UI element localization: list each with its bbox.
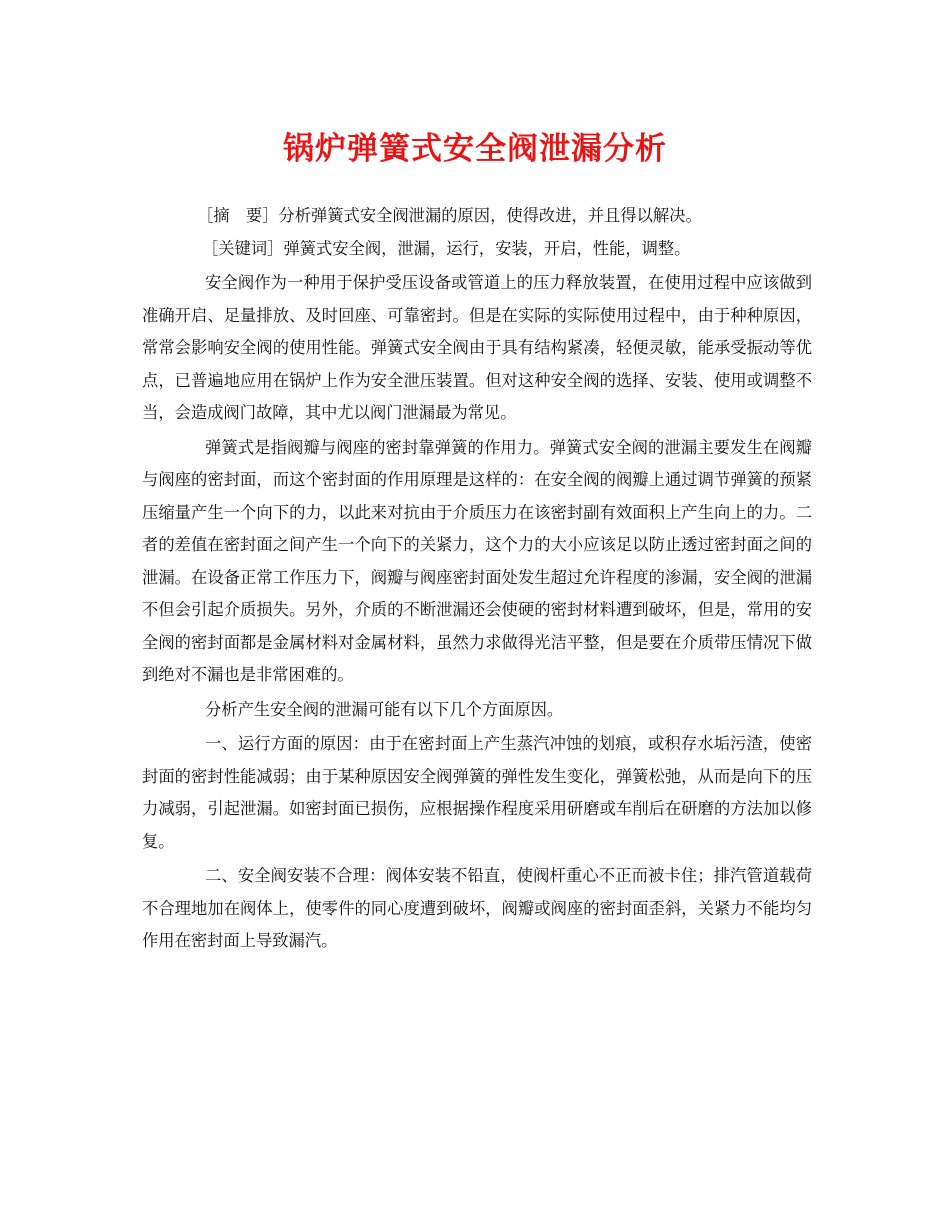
- paragraph-intro: 安全阀作为一种用于保护受压设备或管道上的压力释放装置，在使用过程中应该做到准确开启、足量排放、及时回座、可靠密封。但是在实际的实际使用过程中，由于种种原因，常常会影响安全阀的使用性能。弹簧式安全阀由于具有结构紧凑，轻便灵敏，能承受振动等优点，已普遍地应用在锅炉上作为安全泄压装置。但对这种安全阀的选择、安装、使用或调整不当，会造成阀门故障，其中尤以阀门泄漏最为常见。: [142, 273, 812, 422]
- document-title: 锅炉弹簧式安全阀泄漏分析: [283, 131, 667, 167]
- paragraph-principle: 弹簧式是指阀瓣与阀座的密封靠弹簧的作用力。弹簧式安全阀的泄漏主要发生在阀瓣与阀座的密封面，而这个密封面的作用原理是这样的：在安全阀的阀瓣上通过调节弹簧的预紧压缩量产生一个向下的力，以此来对抗由于介质压力在该密封副有效面积上产生向上的力。二者的差值在密封面之间产生一个向下的关紧力，这个力的大小应该足以防止透过密封面之间的泄漏。在设备正常工作压力下，阀瓣与阀座密封面处发生超过允许程度的渗漏，安全阀的泄漏不但会引起介质损失。另外，介质的不断泄漏还会使硬的密封材料遭到破坏，但是，常用的安全阀的密封面都是金属材料对金属材料，虽然力求做得光洁平整，但是要在介质带压情况下做到绝对不漏也是非常困难的。: [142, 437, 812, 684]
- abstract-line: ［摘 要］分析弹簧式安全阀泄漏的原因，使得改进，并且得以解决。: [197, 206, 702, 225]
- paragraph-cause-operation: 一、运行方面的原因：由于在密封面上产生蒸汽冲蚀的划痕，或积存水垢污渣，使密封面的密封性能减弱；由于某种原因安全阀弹簧的弹性发生变化，弹簧松弛，从而是向下的压力减弱，引起泄漏。如密封面已损伤，应根据操作程度采用研磨或车削后在研磨的方法加以修复。: [142, 734, 812, 851]
- keywords-line: ［关键词］弹簧式安全阀，泄漏，运行，安装，开启，性能，调整。: [202, 238, 691, 258]
- paragraph-cause-installation: 二、安全阀安装不合理：阀体安装不铅直，使阀杆重心不正而被卡住；排汽管道载荷不合理地加在阀体上，使零件的同心度遭到破坏，阀瓣或阀座的密封面歪斜，关紧力不能均匀作用在密封面上导致漏汽。: [142, 866, 812, 950]
- paragraph-causes-intro: 分析产生安全阀的泄漏可能有以下几个方面原因。: [205, 699, 564, 719]
- document-body: [142, 200, 812, 958]
